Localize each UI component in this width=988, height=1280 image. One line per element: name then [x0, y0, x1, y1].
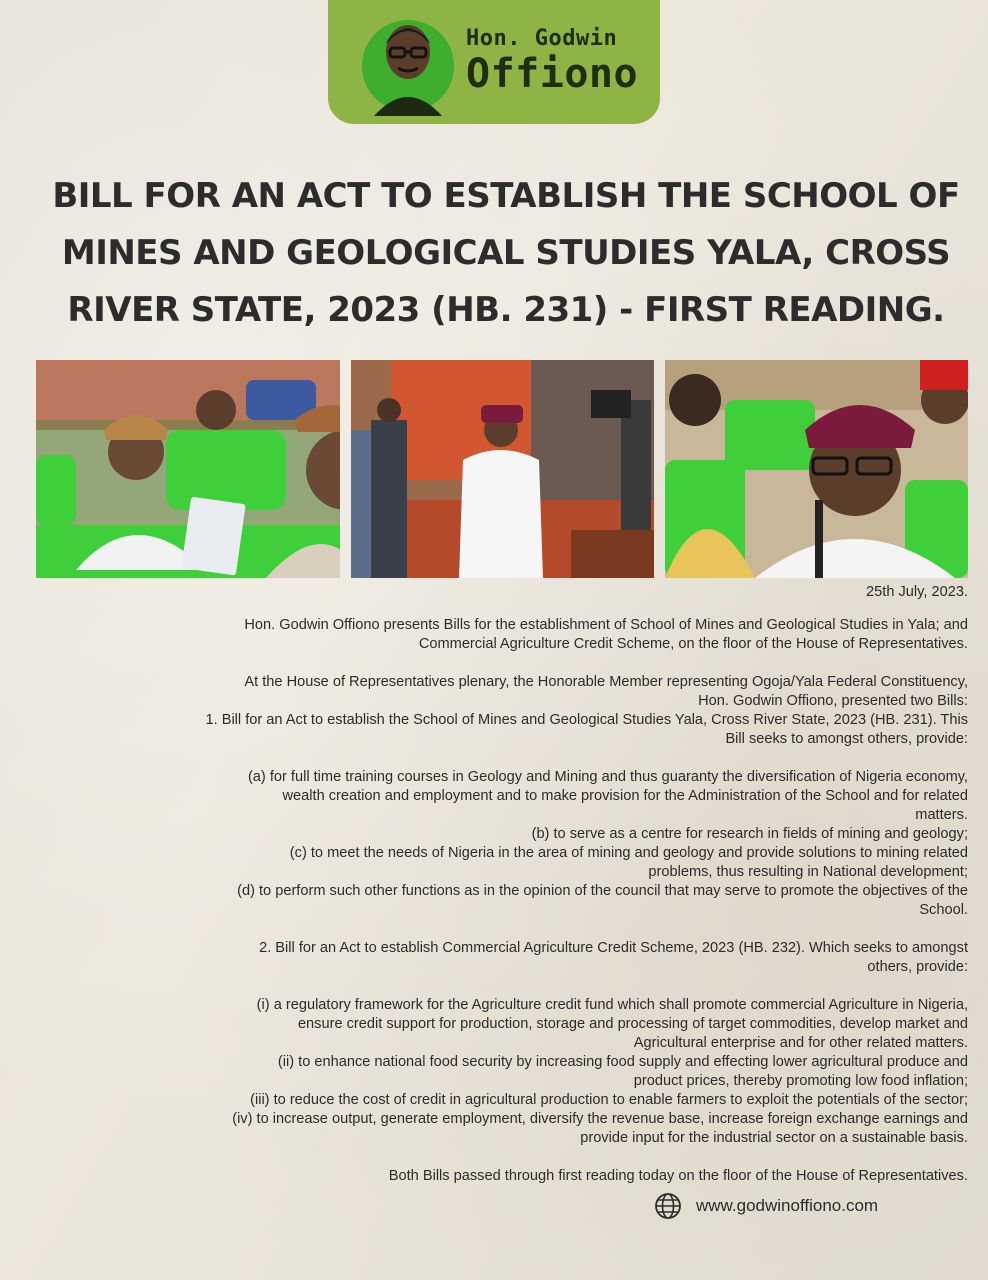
bill-1-point: (c) to meet the needs of Nigeria in the area of mining and geology and provide solutions to mining related: [289, 845, 968, 861]
bill-1-point: (a) for full time training courses in Geology and Mining and thus guaranty the diversification of Nigeria economy,: [247, 769, 968, 785]
bill-2-point: (iv) to increase output, generate employment, diversify the revenue base, increase foreign exchange earnings and: [232, 1111, 968, 1127]
press-release-body: [68, 583, 968, 1186]
portrait-illustration: [360, 8, 456, 116]
closing-statement: Both Bills passed through first reading today on the floor of the House of Representatives.: [388, 1168, 968, 1184]
plenary-line: At the House of Representatives plenary, the Honorable Member representing Ogoja/Yala Federal Constituency,: [244, 674, 968, 690]
bill-1-point: matters.: [915, 807, 968, 823]
intro-line: Hon. Godwin Offiono presents Bills for the establishment of School of Mines and Geological Studies in Yala; and: [244, 617, 968, 633]
bill-2-point: Agricultural enterprise and for other related matters.: [633, 1035, 968, 1051]
bill-1-title: 1. Bill for an Act to establish the School of Mines and Geological Studies Yala, Cross River State, 2023 (HB. 231). This: [205, 712, 968, 728]
bill-2-point: (iii) to reduce the cost of credit in agricultural production to enable farmers to exploit the potentials of the sector;: [250, 1092, 968, 1108]
bill-1-point: School.: [919, 902, 968, 918]
bill-1-point: (b) to serve as a centre for research in fields of mining and geology;: [531, 826, 968, 842]
release-date: 25th July, 2023.: [866, 584, 968, 600]
plenary-line: Hon. Godwin Offiono, presented two Bills:: [698, 693, 968, 709]
bill-2-point: provide input for the industrial sector on a sustainable basis.: [580, 1130, 968, 1146]
logo-name-last: Offiono: [466, 51, 639, 97]
globe-icon: [654, 1192, 682, 1220]
headline: [30, 168, 982, 339]
bill-2-point: (i) a regulatory framework for the Agriculture credit fund which shall promote commercial Agriculture in Nigeria,: [256, 997, 968, 1013]
intro-line: Commercial Agriculture Credit Scheme, on the floor of the House of Representatives.: [418, 636, 968, 652]
logo-badge: [328, 0, 660, 124]
headline-line-3: RIVER STATE, 2023 (HB. 231) - FIRST READING.: [67, 290, 945, 330]
photo-member-walking: [351, 360, 654, 578]
bill-2-point: ensure credit support for production, storage and processing of target commodities, develop market and: [297, 1016, 968, 1032]
website-url[interactable]: www.godwinoffiono.com: [696, 1196, 879, 1215]
bill-1-point: wealth creation and employment and to make provision for the Administration of the School and for related: [282, 788, 968, 804]
bill-2-point: (ii) to enhance national food security by increasing food supply and effecting lower agricultural produce and: [277, 1054, 968, 1070]
bill-1-title: Bill seeks to amongst others, provide:: [725, 731, 968, 747]
headline-line-2: MINES AND GEOLOGICAL STUDIES YALA, CROSS: [61, 233, 951, 273]
photo-member-reading: [36, 360, 340, 578]
logo-name-first: Hon. Godwin: [466, 26, 618, 51]
headline-line-1: BILL FOR AN ACT TO ESTABLISH THE SCHOOL OF: [52, 176, 960, 216]
bill-2-point: product prices, thereby promoting low food inflation;: [633, 1073, 968, 1089]
bill-2-title: 2. Bill for an Act to establish Commercial Agriculture Credit Scheme, 2023 (HB. 232). Which seeks to amongst: [259, 940, 968, 956]
bill-2-title: others, provide:: [867, 959, 968, 975]
bill-1-point: problems, thus resulting in National development;: [648, 864, 968, 880]
photo-member-listening: [665, 360, 968, 578]
website-link[interactable]: [654, 1192, 878, 1220]
bill-1-point: (d) to perform such other functions as in the opinion of the council that may serve to promote the objectives of the: [237, 883, 968, 899]
